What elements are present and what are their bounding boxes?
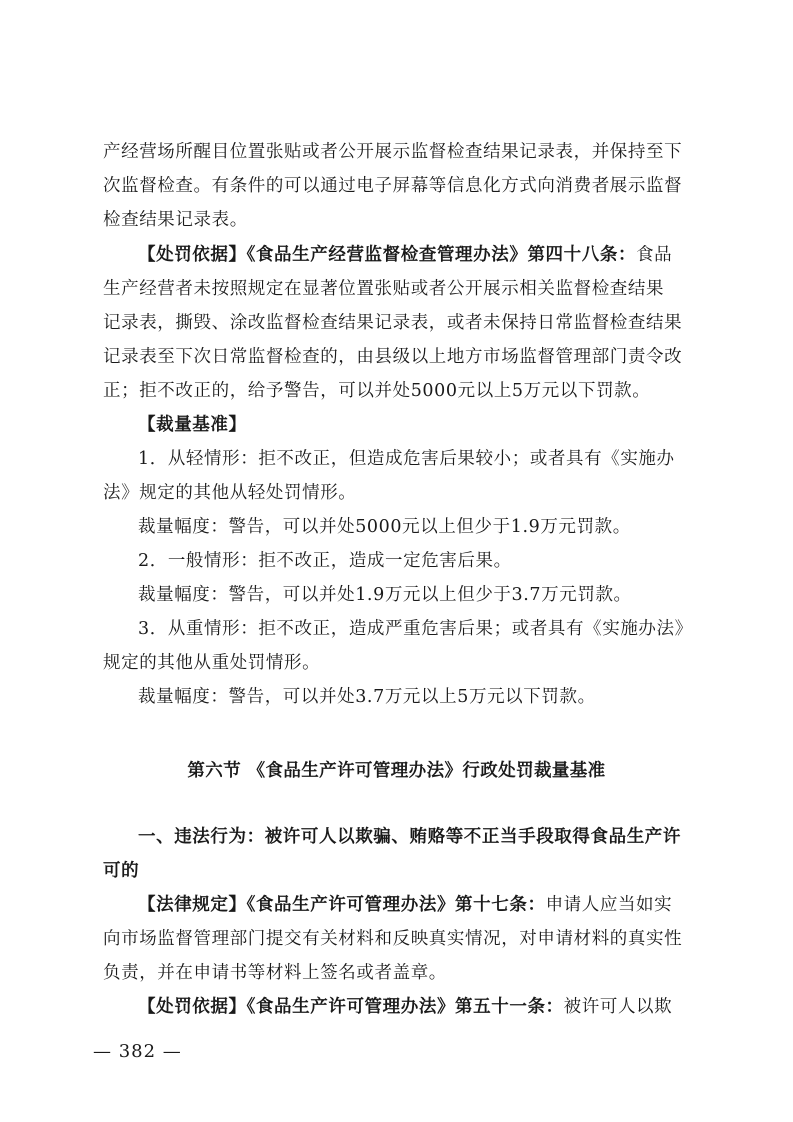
standard-item: 规定的其他从重处罚情形。 [103, 653, 321, 673]
paragraph-line: 检查结果记录表。 [103, 210, 248, 230]
paragraph-line: 正；拒不改正的，给予警告，可以并处5000元以上5万元以下罚款。 [103, 381, 651, 401]
law-label: 【法律规定】《食品生产许可管理办法》第十七条： [138, 895, 546, 915]
paragraph-line: 向市场监督管理部门提交有关材料和反映真实情况，对申请材料的真实性 [103, 929, 683, 949]
paragraph-line: 记录表至下次日常监督检查的，由县级以上地方市场监督管理部门责令改 [103, 347, 683, 367]
standard-item: 裁量幅度：警告，可以并处1.9万元以上但少于3.7万元罚款。 [138, 585, 632, 605]
penalty-basis-label: 【处罚依据】《食品生产许可管理办法》第五十一条： [138, 997, 564, 1017]
paragraph-line: 生产经营者未按照规定在显著位置张贴或者公开展示相关监督检查结果 [103, 279, 665, 299]
standard-item: 3．从重情形：拒不改正，造成严重危害后果；或者具有《实施办法》 [138, 619, 693, 639]
standard-item: 1．从轻情形：拒不改正，但造成危害后果较小；或者具有《实施办 [138, 449, 675, 469]
paragraph-line: 负责，并在申请书等材料上签名或者盖章。 [103, 963, 447, 983]
violation-heading: 可的 [103, 861, 140, 881]
section-title: 第六节 《食品生产许可管理办法》行政处罚裁量基准 [187, 761, 606, 781]
standard-label: 【裁量基准】 [138, 415, 247, 435]
standard-item: 2．一般情形：拒不改正，造成一定危害后果。 [138, 551, 512, 571]
penalty-basis-line [138, 243, 694, 267]
standard-item: 法》规定的其他从轻处罚情形。 [103, 483, 357, 503]
paragraph-line: 记录表，撕毁、涂改监督检查结果记录表，或者未保持日常监督检查结果 [103, 313, 683, 333]
page-number: — 382 — [93, 1041, 182, 1062]
penalty-basis-text: 食品 [636, 245, 673, 265]
penalty-basis-text: 被许可人以欺 [563, 997, 673, 1017]
penalty-basis-label: 【处罚依据】《食品生产经营监督检查管理办法》第四十八条： [138, 245, 637, 265]
paragraph-line: 产经营场所醒目位置张贴或者公开展示监督检查结果记录表，并保持至下 [103, 142, 683, 162]
penalty-basis-line [138, 995, 694, 1019]
law-line [138, 893, 694, 917]
paragraph-line: 次监督检查。有条件的可以通过电子屏幕等信息化方式向消费者展示监督 [103, 176, 683, 196]
law-text: 申请人应当如实 [545, 895, 673, 915]
standard-item: 裁量幅度：警告，可以并处3.7万元以上5万元以下罚款。 [138, 687, 596, 707]
standard-item: 裁量幅度：警告，可以并处5000元以上但少于1.9万元罚款。 [138, 517, 631, 537]
violation-heading: 一、违法行为：被许可人以欺骗、贿赂等不正当手段取得食品生产许 [138, 827, 681, 847]
